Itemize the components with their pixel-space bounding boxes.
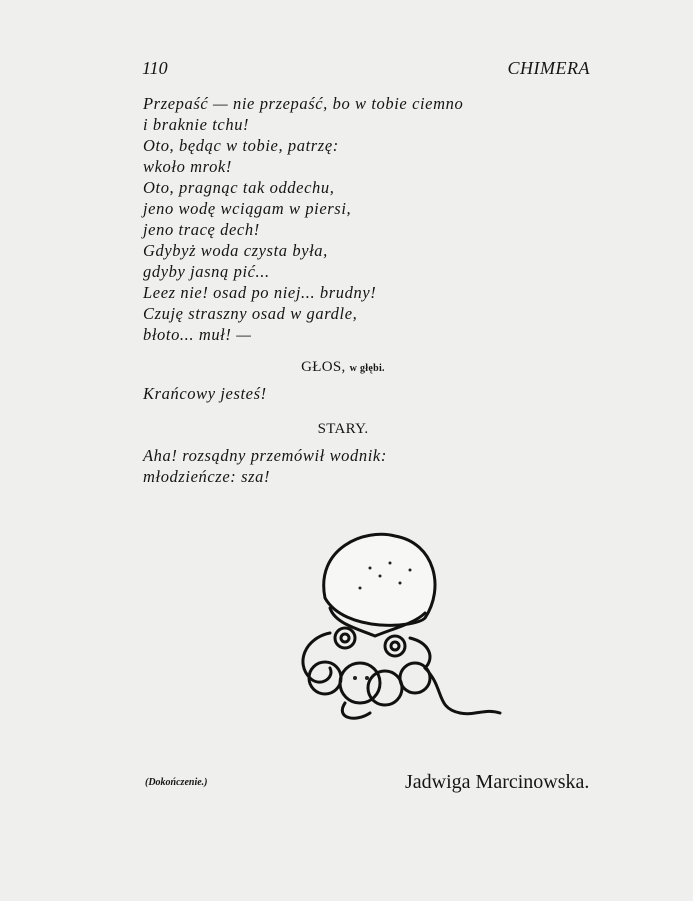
verse-line: Leez nie! osad po niej... brudny! xyxy=(143,283,377,302)
speaker-name: STARY. xyxy=(317,421,369,437)
verse-line: młodzieńcze: sza! xyxy=(143,467,271,486)
verse-line: Czuję straszny osad w gardle, xyxy=(143,304,358,323)
speaker-heading-stary xyxy=(143,421,543,438)
verse-stanza-2 xyxy=(143,383,267,404)
verse-line: jeno wodę wciągam w piersi, xyxy=(143,199,352,218)
running-title: CHIMERA xyxy=(507,58,590,78)
verse-line: gdyby jasną pić... xyxy=(143,262,270,281)
speaker-heading-glos xyxy=(143,359,543,376)
speaker-name: GŁOS, xyxy=(301,359,346,375)
verse-line: Aha! rozsądny przemówił wodnik: xyxy=(143,446,387,465)
verse-line: jeno tracę dech! xyxy=(143,220,260,239)
verse-stanza-1 xyxy=(143,93,463,345)
continuation-note: (Dokończenie.) xyxy=(145,777,208,788)
stage-direction: w głębi. xyxy=(349,363,385,374)
page-number: 110 xyxy=(142,58,168,78)
verse-line: i braknie tchu! xyxy=(143,115,250,134)
octopus-illustration xyxy=(285,528,505,728)
verse-line: Krańcowy jesteś! xyxy=(143,384,267,403)
verse-stanza-3 xyxy=(143,445,387,487)
verse-line: Oto, pragnąc tak oddechu, xyxy=(143,178,335,197)
author-signature: Jadwiga Marcinowska. xyxy=(405,771,590,793)
verse-line: wkoło mrok! xyxy=(143,157,232,176)
verse-line: Przepaść — nie przepaść, bo w tobie ciemno xyxy=(143,94,464,113)
verse-line: błoto... muł! — xyxy=(143,325,252,344)
verse-line: Oto, będąc w tobie, patrzę: xyxy=(143,136,339,155)
verse-line: Gdybyż woda czysta była, xyxy=(143,241,328,260)
